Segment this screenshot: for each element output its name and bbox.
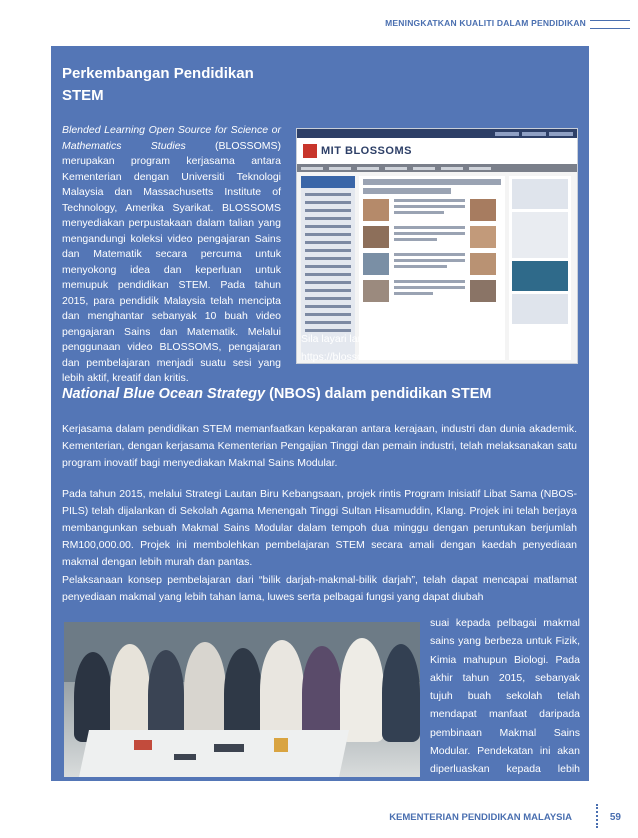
nbos-paragraph-1: Kerjasama dalam pendidikan STEM memanfaatkan kepakaran antara kerajaan, industri dan dunia akademik. Kementerian, dengan kerjasama Kementerian Pengajian Tinggi dan pemain industri, telah melaksanakan satu program inovatif bagi menyediakan Makmal Sains Modular. <box>62 423 577 469</box>
nbos-heading-italic: National Blue Ocean Strategy <box>62 386 266 402</box>
screenshot-logo: MIT BLOSSOMS <box>321 145 412 157</box>
screenshot-navbar <box>297 164 577 172</box>
intro-paragraph <box>62 123 281 387</box>
header-rule-decoration <box>590 20 630 29</box>
laboratory-photo <box>64 622 420 777</box>
screenshot-topbar <box>297 129 577 138</box>
screenshot-caption: Sila layari laman web BLOSSOMS di https://blossoms.mit.edu/ <box>301 333 474 363</box>
content-panel <box>51 46 589 794</box>
nbos-paragraph-2: Pada tahun 2015, melalui Strategi Lautan Biru Kebangsaan, projek rintis Program Inisiatif Libat Sama (NBOS-PILS) telah dijalankan di Sekolah Agama Menengah Tinggi Sultan Hisamuddin, Klang. Projek ini telah berjaya membangunkan sebuah Makmal Sains Modular dalam tempoh dua minggu dengan peruntukan berjumlah RM100,000.00. Projek ini membolehkan pembelajaran STEM secara amali dengan kaedah penyediaan makmal dengan lebih murah dan pantas. <box>62 488 577 568</box>
nbos-paragraph-3-continued: suai kepada pelbagai makmal sains yang berbeza untuk Fizik, Kimia mahupun Biologi. Pada akhir tahun 2015, sebanyak tujuh buah sekolah telah mendapat manfaat daripada pembinaan Makmal Sains Modular. Pendekatan ini akan diperluaskan kepada lebih banyak sekolah. <box>430 617 580 794</box>
mit-logo-icon <box>303 144 317 158</box>
nbos-heading-rest: (NBOS) dalam pendidikan STEM <box>265 386 492 402</box>
intro-italic-phrase: Blended Learning Open Source for Science or Mathematics Studies <box>62 124 281 152</box>
footer-ministry: KEMENTERIAN PENDIDIKAN MALAYSIA <box>389 812 572 823</box>
page-number: 59 <box>609 812 621 823</box>
blossoms-website-screenshot <box>296 128 578 364</box>
footer-dotted-divider <box>596 804 598 828</box>
running-header: MENINGKATKAN KUALITI DALAM PENDIDIKAN <box>385 18 586 28</box>
nbos-heading <box>62 386 582 402</box>
screenshot-logo-row <box>297 138 577 164</box>
intro-body-text: (BLOSSOMS) merupakan program kerjasama antara Kementerian dengan Universiti Teknologi Malaysia dan Massachusetts Institute of Technology, Amerika Syarikat. BLOSSOMS menyediakan perpustakaan dalam talian yang mengandungi koleksi video pengajaran Sains dan Matematik secara percuma untuk menyokong idea dan keperluan untuk memupuk pendidikan STEM. Pada tahun 2015, para pendidik Malaysia telah mencipta dan menghantar sebanyak 10 buah video pengajaran Sains dan Matematik. Melalui penggunaan video BLOSSOMS, pengajaran dan pembelajaran menjadi suatu sesi yang lebih aktif, kreatif dan kritis. <box>62 139 281 384</box>
nbos-paragraph-3: Pelaksanaan konsep pembelajaran dari “bilik darjah-makmal-bilik darjah”, telah dapat mencapai matlamat penyediaan makmal yang lebih tahan lama, luwes serta pelbagai fungsi yang dapat diubah <box>62 574 577 603</box>
section-title: Perkembangan Pendidikan STEM <box>62 65 254 104</box>
